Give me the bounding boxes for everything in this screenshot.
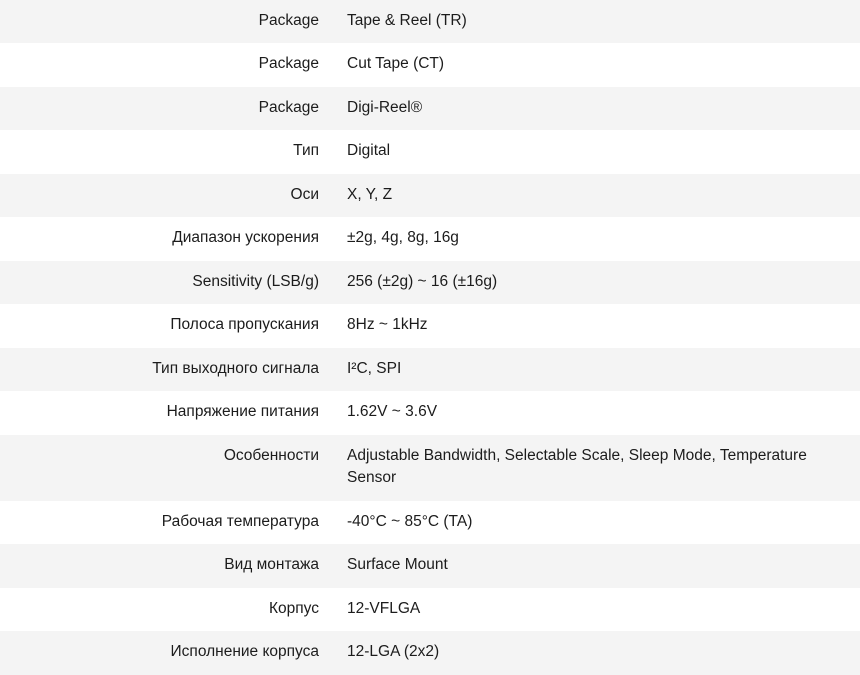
table-row xyxy=(0,43,860,86)
spec-value: Surface Mount xyxy=(347,556,448,574)
spec-value: Tape & Reel (TR) xyxy=(347,12,467,29)
spec-label: Вид монтажа xyxy=(224,556,319,574)
spec-value: 12-VFLGA xyxy=(347,599,421,617)
spec-label: Рабочая температура xyxy=(161,512,319,530)
table-row xyxy=(0,391,860,434)
spec-value: 12-LGA (2x2) xyxy=(347,643,440,661)
table-row xyxy=(0,174,860,217)
spec-value: 256 (±2g) ~ 16 (±16g) xyxy=(347,272,498,290)
spec-value: ±2g, 4g, 8g, 16g xyxy=(347,229,459,247)
spec-label: Package xyxy=(258,55,319,73)
table-row xyxy=(0,87,860,130)
spec-value: Cut Tape (CT) xyxy=(347,55,445,73)
spec-value: X, Y, Z xyxy=(347,185,393,203)
table-row xyxy=(0,304,860,347)
table-row xyxy=(0,588,860,631)
spec-label: Package xyxy=(258,98,319,116)
spec-label: Корпус xyxy=(269,599,319,617)
spec-value: 1.62V ~ 3.6V xyxy=(347,403,438,421)
table-row xyxy=(0,631,860,674)
spec-value: Digital xyxy=(347,142,391,160)
spec-value: Adjustable Bandwidth, Selectable Scale, Sleep Mode, Temperature Sensor xyxy=(347,446,807,487)
table-row xyxy=(0,348,860,391)
table-row xyxy=(0,501,860,544)
spec-label: Оси xyxy=(290,185,319,203)
table-row xyxy=(0,261,860,304)
spec-label: Напряжение питания xyxy=(166,403,319,421)
table-row xyxy=(0,435,860,501)
spec-value: Digi-Reel® xyxy=(347,98,423,116)
table-row xyxy=(0,544,860,587)
spec-label: Тип выходного сигнала xyxy=(152,359,319,377)
table-row xyxy=(0,217,860,260)
spec-label: Тип xyxy=(293,142,319,160)
spec-label: Полоса пропускания xyxy=(170,316,319,334)
spec-label: Особенности xyxy=(223,446,319,464)
spec-value: 8Hz ~ 1kHz xyxy=(347,316,428,334)
spec-label: Диапазон ускорения xyxy=(172,229,319,247)
spec-label: Package xyxy=(258,12,319,29)
spec-value: -40°C ~ 85°C (TA) xyxy=(347,512,473,530)
table-row xyxy=(0,130,860,173)
spec-value: I²C, SPI xyxy=(347,359,402,377)
spec-label: Исполнение корпуса xyxy=(170,643,319,661)
spec-label: Sensitivity (LSB/g) xyxy=(192,272,319,290)
table-row xyxy=(0,0,860,43)
